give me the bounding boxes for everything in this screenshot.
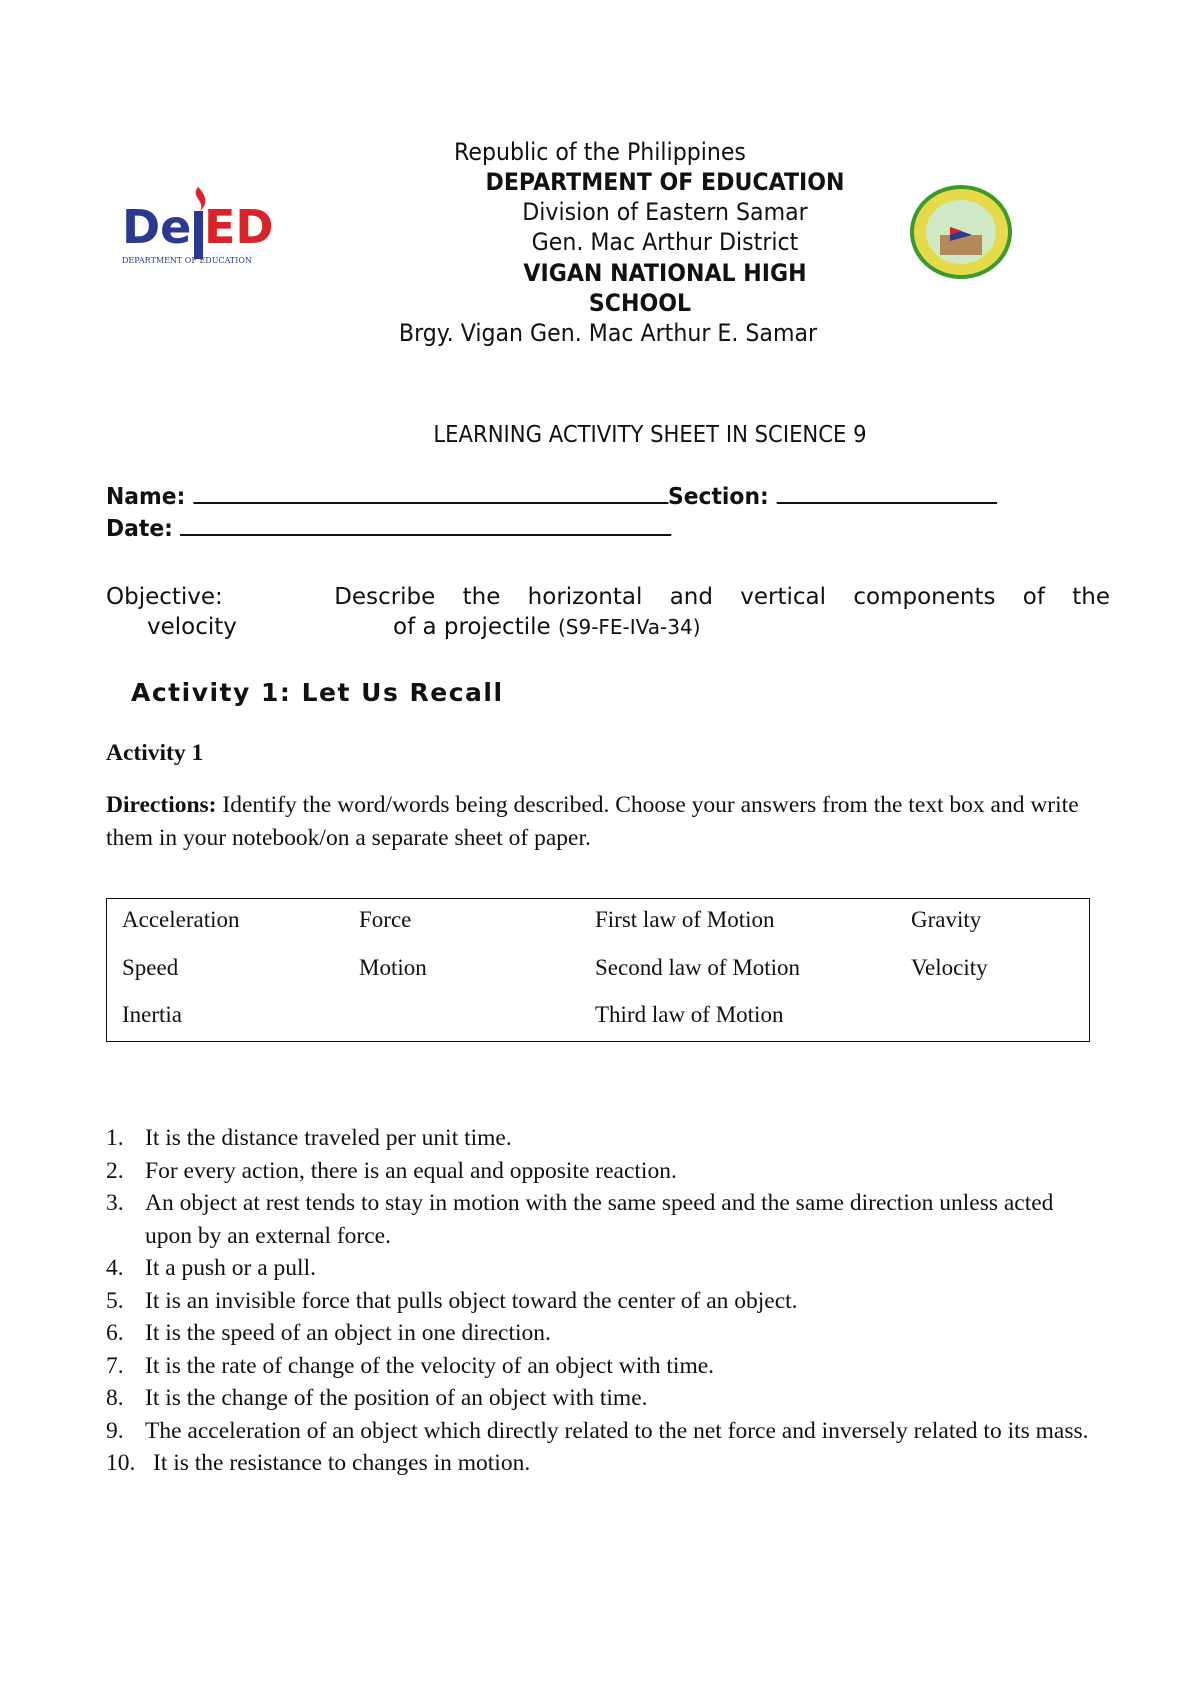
directions: [106, 789, 1106, 855]
directions-label: Directions:: [106, 792, 217, 818]
word-bank-item: Velocity: [911, 955, 988, 980]
question-number: 6.: [106, 1320, 124, 1346]
question-item: [106, 1415, 1106, 1448]
question-text: It is the change of the position of an object with time.: [145, 1385, 648, 1411]
section-field[interactable]: [776, 480, 996, 504]
question-item: [106, 1187, 1106, 1252]
objective-line2b: [393, 614, 701, 640]
sheet-title: LEARNING ACTIVITY SHEET IN SCIENCE 9: [433, 422, 867, 448]
header-division: Division of Eastern Samar: [522, 198, 808, 226]
word-bank-item: Speed: [122, 955, 179, 980]
question-item: [106, 1252, 1106, 1285]
word-bank-item: Motion: [359, 955, 427, 980]
question-number: 3.: [106, 1190, 124, 1216]
svg-text:De: De: [122, 200, 192, 254]
date-field[interactable]: [181, 512, 672, 536]
question-number: 9.: [106, 1417, 124, 1444]
word-bank-item: Third law of Motion: [595, 1002, 784, 1027]
objective-line1: [106, 584, 1110, 610]
question-item: [106, 1447, 1106, 1480]
name-section-row: [106, 480, 997, 510]
header-school: VIGAN NATIONAL HIGH: [523, 259, 807, 287]
objective-line2: [147, 614, 237, 640]
question-item: [106, 1285, 1106, 1318]
question-text: For every action, there is an equal and opposite reaction.: [145, 1157, 677, 1184]
question-number: 7.: [106, 1352, 124, 1379]
question-number: 2.: [106, 1157, 124, 1184]
date-label: Date:: [106, 516, 173, 542]
question-item: [106, 1382, 1106, 1415]
header-school-cont: SCHOOL: [588, 289, 692, 317]
word-bank-item: Gravity: [911, 907, 982, 932]
directions-text: Identify the word/words being described. Choose your answers from the text box and write them in your notebook/on a separate sheet of paper.: [106, 792, 1079, 851]
svg-text:ED: ED: [204, 200, 274, 254]
question-text: An object at rest tends to stay in motion with the same speed and the same direction unless acted upon by an external force.: [145, 1190, 1054, 1249]
question-item: [106, 1350, 1106, 1383]
question-text: It a push or a pull.: [145, 1255, 316, 1281]
date-row: [106, 512, 672, 542]
question-list: [106, 1122, 1106, 1480]
activity-subheading: Activity 1: [106, 740, 204, 766]
question-text: It is the distance traveled per unit time.: [145, 1125, 512, 1151]
name-label: Name:: [106, 484, 186, 510]
activity-heading: Activity 1: Let Us Recall: [131, 678, 504, 707]
question-number: 4.: [106, 1255, 124, 1281]
question-text: It is the speed of an object in one direction.: [145, 1320, 551, 1346]
objective-code: (S9-FE-IVa-34): [557, 615, 701, 639]
header-republic: Republic of the Philippines: [454, 138, 746, 166]
name-field[interactable]: [193, 480, 668, 504]
objective-text: Describe the horizontal and vertical components of the: [334, 584, 1110, 610]
question-text: The acceleration of an object which directly related to the net force and inversely related to its mass.: [145, 1417, 1089, 1444]
word-bank-box: [106, 898, 1090, 1042]
question-number: 1.: [106, 1125, 124, 1151]
question-number: 5.: [106, 1287, 124, 1314]
question-number: 10.: [106, 1450, 136, 1476]
objective-label: Objective:: [106, 584, 223, 610]
objective-projectile: of a projectile: [393, 614, 551, 640]
objective-velocity: velocity: [147, 614, 237, 640]
question-text: It is an invisible force that pulls object toward the center of an object.: [145, 1287, 798, 1314]
word-bank-item: Second law of Motion: [595, 955, 801, 980]
question-item: [106, 1122, 1106, 1155]
word-bank-item: Acceleration: [122, 907, 240, 932]
question-item: [106, 1155, 1106, 1188]
question-text: It is the rate of change of the velocity of an object with time.: [145, 1352, 715, 1379]
word-bank-item: Force: [359, 907, 412, 932]
question-number: 8.: [106, 1385, 124, 1411]
header-department: DEPARTMENT OF EDUCATION: [485, 168, 845, 196]
question-text: It is the resistance to changes in motion.: [153, 1450, 531, 1476]
header-district: Gen. Mac Arthur District: [531, 228, 799, 256]
word-bank-item: First law of Motion: [595, 907, 775, 932]
section-label: Section:: [667, 484, 769, 510]
header-address: Brgy. Vigan Gen. Mac Arthur E. Samar: [398, 319, 818, 347]
svg-text:DEPARTMENT OF EDUCATION: DEPARTMENT OF EDUCATION: [122, 256, 252, 265]
question-item: [106, 1317, 1106, 1350]
word-bank-item: Inertia: [122, 1002, 183, 1027]
